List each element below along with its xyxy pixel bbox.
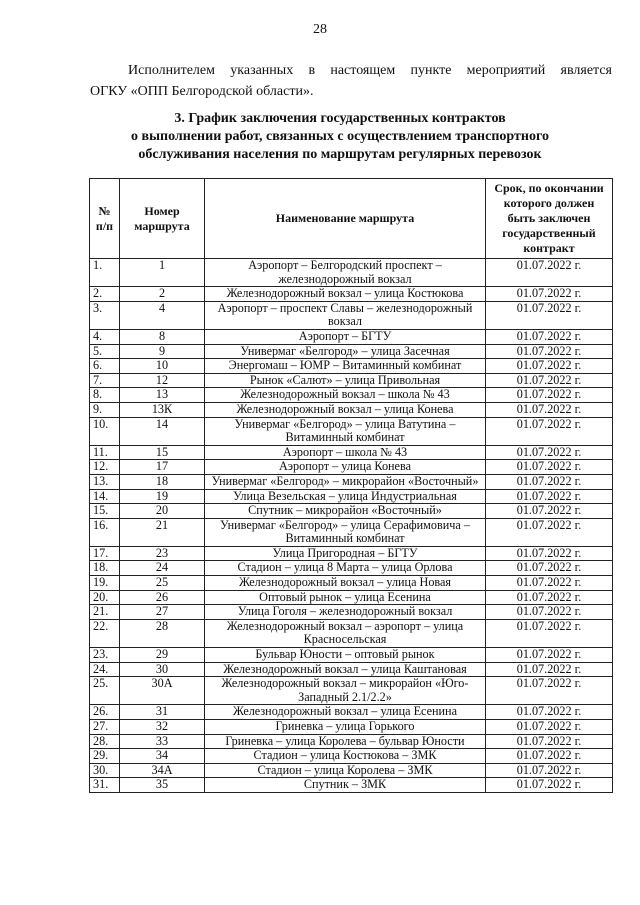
deadline-cell: 01.07.2022 г.	[486, 546, 613, 561]
row-number-cell: 18.	[90, 561, 120, 576]
table-row	[90, 763, 613, 778]
row-number-cell: 10.	[90, 417, 120, 445]
deadline-cell: 01.07.2022 г.	[486, 605, 613, 620]
row-number-cell: 20.	[90, 590, 120, 605]
route-name-cell: Универмаг «Белгород» – улица Серафимовича – Витаминный комбинат	[205, 518, 486, 546]
route-name-cell: Аэропорт – Белгородский проспект – железнодорожный вокзал	[205, 259, 486, 287]
deadline-cell: 01.07.2022 г.	[486, 576, 613, 591]
row-number-cell: 15.	[90, 504, 120, 519]
route-name-cell: Железнодорожный вокзал – улица Новая	[205, 576, 486, 591]
route-number-cell: 9	[120, 344, 205, 359]
table-row	[90, 259, 613, 287]
row-number-cell: 28.	[90, 734, 120, 749]
row-number-cell: 2.	[90, 287, 120, 302]
row-number-cell: 12.	[90, 460, 120, 475]
route-name-cell: Железнодорожный вокзал – улица Конева	[205, 402, 486, 417]
route-number-cell: 19	[120, 489, 205, 504]
route-name-cell: Аэропорт – проспект Славы – железнодорожный вокзал	[205, 301, 486, 329]
table-row	[90, 518, 613, 546]
deadline-cell: 01.07.2022 г.	[486, 460, 613, 475]
route-number-cell: 27	[120, 605, 205, 620]
table-row	[90, 301, 613, 329]
table-row	[90, 705, 613, 720]
deadline-cell: 01.07.2022 г.	[486, 619, 613, 647]
route-name-cell: Рынок «Салют» – улица Привольная	[205, 373, 486, 388]
route-number-cell: 1	[120, 259, 205, 287]
route-number-cell: 26	[120, 590, 205, 605]
table-row	[90, 734, 613, 749]
row-number-cell: 31.	[90, 778, 120, 793]
deadline-cell: 01.07.2022 г.	[486, 474, 613, 489]
row-number-cell: 22.	[90, 619, 120, 647]
route-number-cell: 18	[120, 474, 205, 489]
route-number-cell: 10	[120, 359, 205, 374]
table-row	[90, 474, 613, 489]
intro-line-1: Исполнителем указанных в настоящем пункте мероприятий является	[128, 63, 612, 78]
table-row	[90, 619, 613, 647]
deadline-cell: 01.07.2022 г.	[486, 373, 613, 388]
route-number-cell: 15	[120, 445, 205, 460]
section-title	[60, 110, 620, 164]
route-name-cell: Спутник – ЗМК	[205, 778, 486, 793]
deadline-cell: 01.07.2022 г.	[486, 388, 613, 403]
row-number-cell: 1.	[90, 259, 120, 287]
deadline-cell: 01.07.2022 г.	[486, 259, 613, 287]
row-number-cell: 19.	[90, 576, 120, 591]
route-number-cell: 2	[120, 287, 205, 302]
intro-paragraph	[90, 60, 612, 102]
route-name-cell: Улица Пригородная – БГТУ	[205, 546, 486, 561]
row-number-cell: 3.	[90, 301, 120, 329]
row-number-cell: 29.	[90, 749, 120, 764]
row-number-cell: 25.	[90, 677, 120, 705]
route-name-cell: Железнодорожный вокзал – улица Костюкова	[205, 287, 486, 302]
route-name-cell: Энергомаш – ЮМР – Витаминный комбинат	[205, 359, 486, 374]
row-number-cell: 4.	[90, 329, 120, 344]
row-number-cell: 16.	[90, 518, 120, 546]
route-number-cell: 21	[120, 518, 205, 546]
route-name-cell: Гриневка – улица Королева – бульвар Юности	[205, 734, 486, 749]
row-number-cell: 30.	[90, 763, 120, 778]
route-number-cell: 14	[120, 417, 205, 445]
header-route-number: Номер маршрута	[120, 179, 205, 259]
deadline-cell: 01.07.2022 г.	[486, 344, 613, 359]
row-number-cell: 24.	[90, 662, 120, 677]
route-number-cell: 34	[120, 749, 205, 764]
deadline-cell: 01.07.2022 г.	[486, 749, 613, 764]
table-row	[90, 561, 613, 576]
route-name-cell: Стадион – улица 8 Марта – улица Орлова	[205, 561, 486, 576]
deadline-cell: 01.07.2022 г.	[486, 677, 613, 705]
table-row	[90, 489, 613, 504]
deadline-cell: 01.07.2022 г.	[486, 518, 613, 546]
route-name-cell: Аэропорт – улица Конева	[205, 460, 486, 475]
row-number-cell: 6.	[90, 359, 120, 374]
route-name-cell: Оптовый рынок – улица Есенина	[205, 590, 486, 605]
route-name-cell: Аэропорт – БГТУ	[205, 329, 486, 344]
table-row	[90, 749, 613, 764]
header-num: № п/п	[90, 179, 120, 259]
row-number-cell: 17.	[90, 546, 120, 561]
row-number-cell: 27.	[90, 720, 120, 735]
deadline-cell: 01.07.2022 г.	[486, 561, 613, 576]
route-name-cell: Универмаг «Белгород» – микрорайон «Восточный»	[205, 474, 486, 489]
row-number-cell: 23.	[90, 648, 120, 663]
route-name-cell: Стадион – улица Костюкова – ЗМК	[205, 749, 486, 764]
table-row	[90, 720, 613, 735]
deadline-cell: 01.07.2022 г.	[486, 287, 613, 302]
route-number-cell: 23	[120, 546, 205, 561]
contracts-schedule-table	[89, 178, 613, 793]
table-row	[90, 359, 613, 374]
route-number-cell: 20	[120, 504, 205, 519]
table-row	[90, 546, 613, 561]
page-number: 28	[313, 22, 327, 37]
table-row	[90, 677, 613, 705]
section-title-line-3: обслуживания населения по маршрутам регулярных перевозок	[138, 147, 542, 162]
row-number-cell: 13.	[90, 474, 120, 489]
route-number-cell: 17	[120, 460, 205, 475]
deadline-cell: 01.07.2022 г.	[486, 301, 613, 329]
table-row	[90, 417, 613, 445]
intro-line-2: ОГКУ «ОПП Белгородской области».	[90, 84, 314, 99]
row-number-cell: 5.	[90, 344, 120, 359]
table-row	[90, 778, 613, 793]
row-number-cell: 8.	[90, 388, 120, 403]
table-row	[90, 648, 613, 663]
route-name-cell: Улица Везельская – улица Индустриальная	[205, 489, 486, 504]
table-row	[90, 344, 613, 359]
header-route-name: Наименование маршрута	[205, 179, 486, 259]
route-number-cell: 24	[120, 561, 205, 576]
route-number-cell: 8	[120, 329, 205, 344]
deadline-cell: 01.07.2022 г.	[486, 402, 613, 417]
route-name-cell: Универмаг «Белгород» – улица Ватутина – Витаминный комбинат	[205, 417, 486, 445]
deadline-cell: 01.07.2022 г.	[486, 590, 613, 605]
route-name-cell: Улица Гоголя – железнодорожный вокзал	[205, 605, 486, 620]
route-name-cell: Железнодорожный вокзал – улица Каштановая	[205, 662, 486, 677]
route-name-cell: Бульвар Юности – оптовый рынок	[205, 648, 486, 663]
table-row	[90, 605, 613, 620]
deadline-cell: 01.07.2022 г.	[486, 662, 613, 677]
deadline-cell: 01.07.2022 г.	[486, 648, 613, 663]
deadline-cell: 01.07.2022 г.	[486, 489, 613, 504]
table-row	[90, 388, 613, 403]
route-number-cell: 29	[120, 648, 205, 663]
route-number-cell: 25	[120, 576, 205, 591]
deadline-cell: 01.07.2022 г.	[486, 417, 613, 445]
deadline-cell: 01.07.2022 г.	[486, 504, 613, 519]
route-number-cell: 35	[120, 778, 205, 793]
table-row	[90, 576, 613, 591]
table-body	[90, 259, 613, 793]
route-number-cell: 30А	[120, 677, 205, 705]
table-row	[90, 402, 613, 417]
deadline-cell: 01.07.2022 г.	[486, 778, 613, 793]
header-deadline: Срок, по окончании которого должен быть заключен государственный контракт	[486, 179, 613, 259]
route-name-cell: Гриневка – улица Горького	[205, 720, 486, 735]
route-name-cell: Железнодорожный вокзал – улица Есенина	[205, 705, 486, 720]
route-number-cell: 31	[120, 705, 205, 720]
table-row	[90, 590, 613, 605]
table-row	[90, 460, 613, 475]
deadline-cell: 01.07.2022 г.	[486, 359, 613, 374]
route-name-cell: Железнодорожный вокзал – школа № 43	[205, 388, 486, 403]
deadline-cell: 01.07.2022 г.	[486, 720, 613, 735]
section-title-line-1: 3. График заключения государственных контрактов	[174, 111, 506, 126]
route-number-cell: 4	[120, 301, 205, 329]
route-number-cell: 34А	[120, 763, 205, 778]
route-name-cell: Железнодорожный вокзал – микрорайон «Юго-Западный 2.1/2.2»	[205, 677, 486, 705]
table-row	[90, 662, 613, 677]
deadline-cell: 01.07.2022 г.	[486, 734, 613, 749]
table-row	[90, 329, 613, 344]
route-name-cell: Универмаг «Белгород» – улица Засечная	[205, 344, 486, 359]
deadline-cell: 01.07.2022 г.	[486, 329, 613, 344]
table-row	[90, 373, 613, 388]
route-number-cell: 12	[120, 373, 205, 388]
table-header-row	[90, 179, 613, 259]
deadline-cell: 01.07.2022 г.	[486, 445, 613, 460]
route-number-cell: 33	[120, 734, 205, 749]
route-number-cell: 32	[120, 720, 205, 735]
route-name-cell: Аэропорт – школа № 43	[205, 445, 486, 460]
row-number-cell: 9.	[90, 402, 120, 417]
table-row	[90, 287, 613, 302]
route-name-cell: Железнодорожный вокзал – аэропорт – улица Красносельская	[205, 619, 486, 647]
route-name-cell: Спутник – микрорайон «Восточный»	[205, 504, 486, 519]
route-name-cell: Стадион – улица Королева – ЗМК	[205, 763, 486, 778]
table-row	[90, 504, 613, 519]
row-number-cell: 26.	[90, 705, 120, 720]
route-number-cell: 13	[120, 388, 205, 403]
deadline-cell: 01.07.2022 г.	[486, 763, 613, 778]
section-title-line-2: о выполнении работ, связанных с осуществлением транспортного	[131, 129, 549, 144]
row-number-cell: 7.	[90, 373, 120, 388]
row-number-cell: 11.	[90, 445, 120, 460]
route-number-cell: 13К	[120, 402, 205, 417]
row-number-cell: 21.	[90, 605, 120, 620]
table-row	[90, 445, 613, 460]
route-number-cell: 28	[120, 619, 205, 647]
row-number-cell: 14.	[90, 489, 120, 504]
route-number-cell: 30	[120, 662, 205, 677]
deadline-cell: 01.07.2022 г.	[486, 705, 613, 720]
